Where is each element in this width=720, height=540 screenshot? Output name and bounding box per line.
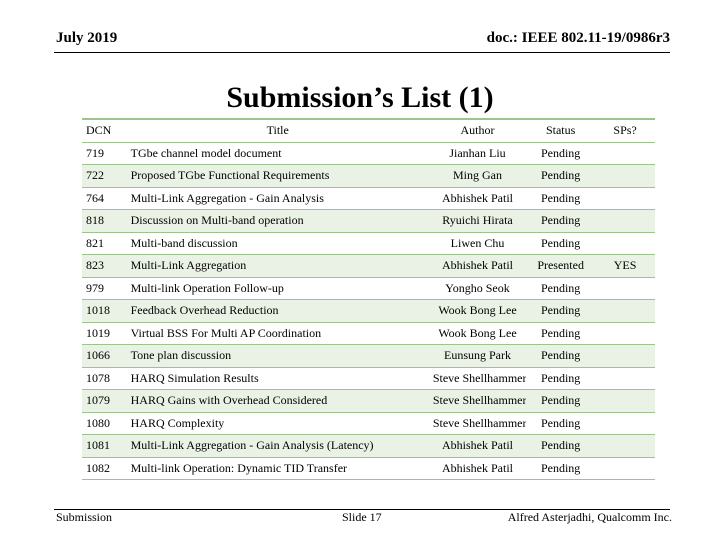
cell-title: Multi-link Operation: Dynamic TID Transfer: [127, 457, 429, 480]
cell-sps: [595, 367, 655, 390]
cell-sps: [595, 300, 655, 323]
cell-status: Pending: [526, 210, 595, 233]
cell-dcn: 1082: [82, 457, 127, 480]
cell-dcn: 1080: [82, 412, 127, 435]
cell-author: Steve Shellhammer: [429, 412, 526, 435]
table-row: [82, 300, 655, 323]
cell-sps: [595, 412, 655, 435]
header-divider: [54, 52, 670, 53]
cell-title: Virtual BSS For Multi AP Coordination: [127, 322, 429, 345]
cell-title: Tone plan discussion: [127, 345, 429, 368]
cell-status: Pending: [526, 142, 595, 165]
cell-dcn: 1018: [82, 300, 127, 323]
cell-dcn: 1081: [82, 435, 127, 458]
table-row: [82, 435, 655, 458]
cell-title: HARQ Simulation Results: [127, 367, 429, 390]
cell-sps: [595, 232, 655, 255]
table-row: [82, 232, 655, 255]
table-row: [82, 345, 655, 368]
cell-title: Multi-Link Aggregation - Gain Analysis: [127, 187, 429, 210]
column-header-dcn: DCN: [82, 119, 127, 142]
cell-title: Proposed TGbe Functional Requirements: [127, 165, 429, 188]
table-row: [82, 187, 655, 210]
cell-title: Discussion on Multi-band operation: [127, 210, 429, 233]
table-row: [82, 457, 655, 480]
cell-status: Pending: [526, 300, 595, 323]
cell-status: Pending: [526, 232, 595, 255]
cell-status: Pending: [526, 457, 595, 480]
table-row: [82, 277, 655, 300]
cell-sps: [595, 277, 655, 300]
cell-status: Pending: [526, 187, 595, 210]
slide-title: Submission’s List (1): [226, 81, 494, 114]
cell-author: Yongho Seok: [429, 277, 526, 300]
cell-status: Pending: [526, 412, 595, 435]
table-row: [82, 367, 655, 390]
column-header-title: Title: [127, 119, 429, 142]
cell-sps: [595, 187, 655, 210]
cell-author: Steve Shellhammer: [429, 390, 526, 413]
table-header-row: [82, 119, 655, 142]
footer-submission: Submission: [56, 510, 113, 524]
table-row: [82, 142, 655, 165]
cell-status: Pending: [526, 165, 595, 188]
cell-sps: [595, 345, 655, 368]
cell-title: Multi-Link Aggregation - Gain Analysis (Latency): [127, 435, 429, 458]
cell-dcn: 1019: [82, 322, 127, 345]
cell-dcn: 1079: [82, 390, 127, 413]
cell-author: Wook Bong Lee: [429, 300, 526, 323]
table-row: [82, 165, 655, 188]
cell-author: Jianhan Liu: [429, 142, 526, 165]
cell-status: Pending: [526, 435, 595, 458]
cell-author: Wook Bong Lee: [429, 322, 526, 345]
cell-sps: [595, 322, 655, 345]
cell-dcn: 764: [82, 187, 127, 210]
cell-title: HARQ Gains with Overhead Considered: [127, 390, 429, 413]
cell-author: Eunsung Park: [429, 345, 526, 368]
cell-author: Abhishek Patil: [429, 187, 526, 210]
cell-status: Pending: [526, 277, 595, 300]
cell-dcn: 823: [82, 255, 127, 278]
cell-status: Pending: [526, 345, 595, 368]
cell-dcn: 1078: [82, 367, 127, 390]
table-row: [82, 255, 655, 278]
cell-status: Pending: [526, 322, 595, 345]
header-doc-id: doc.: IEEE 802.11-19/0986r3: [486, 30, 670, 46]
cell-title: Multi-band discussion: [127, 232, 429, 255]
table-row: [82, 210, 655, 233]
table-row: [82, 322, 655, 345]
column-header-sps: SPs?: [595, 119, 655, 142]
cell-sps: [595, 390, 655, 413]
cell-dcn: 821: [82, 232, 127, 255]
cell-dcn: 979: [82, 277, 127, 300]
cell-author: Ryuichi Hirata: [429, 210, 526, 233]
cell-status: Pending: [526, 367, 595, 390]
cell-title: HARQ Complexity: [127, 412, 429, 435]
cell-sps: [595, 142, 655, 165]
cell-title: TGbe channel model document: [127, 142, 429, 165]
cell-status: Pending: [526, 390, 595, 413]
cell-sps: [595, 435, 655, 458]
cell-sps: [595, 210, 655, 233]
cell-dcn: 1066: [82, 345, 127, 368]
table-row: [82, 390, 655, 413]
cell-status: Presented: [526, 255, 595, 278]
table-row: [82, 412, 655, 435]
submissions-table: [82, 118, 655, 480]
cell-author: Abhishek Patil: [429, 457, 526, 480]
cell-author: Liwen Chu: [429, 232, 526, 255]
cell-title: Multi-Link Aggregation: [127, 255, 429, 278]
cell-title: Feedback Overhead Reduction: [127, 300, 429, 323]
cell-dcn: 722: [82, 165, 127, 188]
cell-sps: [595, 457, 655, 480]
footer-slide-number: Slide 17: [342, 510, 382, 524]
footer-author: Alfred Asterjadhi, Qualcomm Inc.: [507, 510, 672, 524]
cell-sps: YES: [595, 255, 655, 278]
cell-author: Abhishek Patil: [429, 435, 526, 458]
cell-author: Ming Gan: [429, 165, 526, 188]
cell-author: Steve Shellhammer: [429, 367, 526, 390]
cell-sps: [595, 165, 655, 188]
cell-dcn: 719: [82, 142, 127, 165]
header-date: July 2019: [56, 30, 118, 46]
cell-title: Multi-link Operation Follow-up: [127, 277, 429, 300]
cell-author: Abhishek Patil: [429, 255, 526, 278]
column-header-status: Status: [526, 119, 595, 142]
cell-dcn: 818: [82, 210, 127, 233]
column-header-author: Author: [429, 119, 526, 142]
